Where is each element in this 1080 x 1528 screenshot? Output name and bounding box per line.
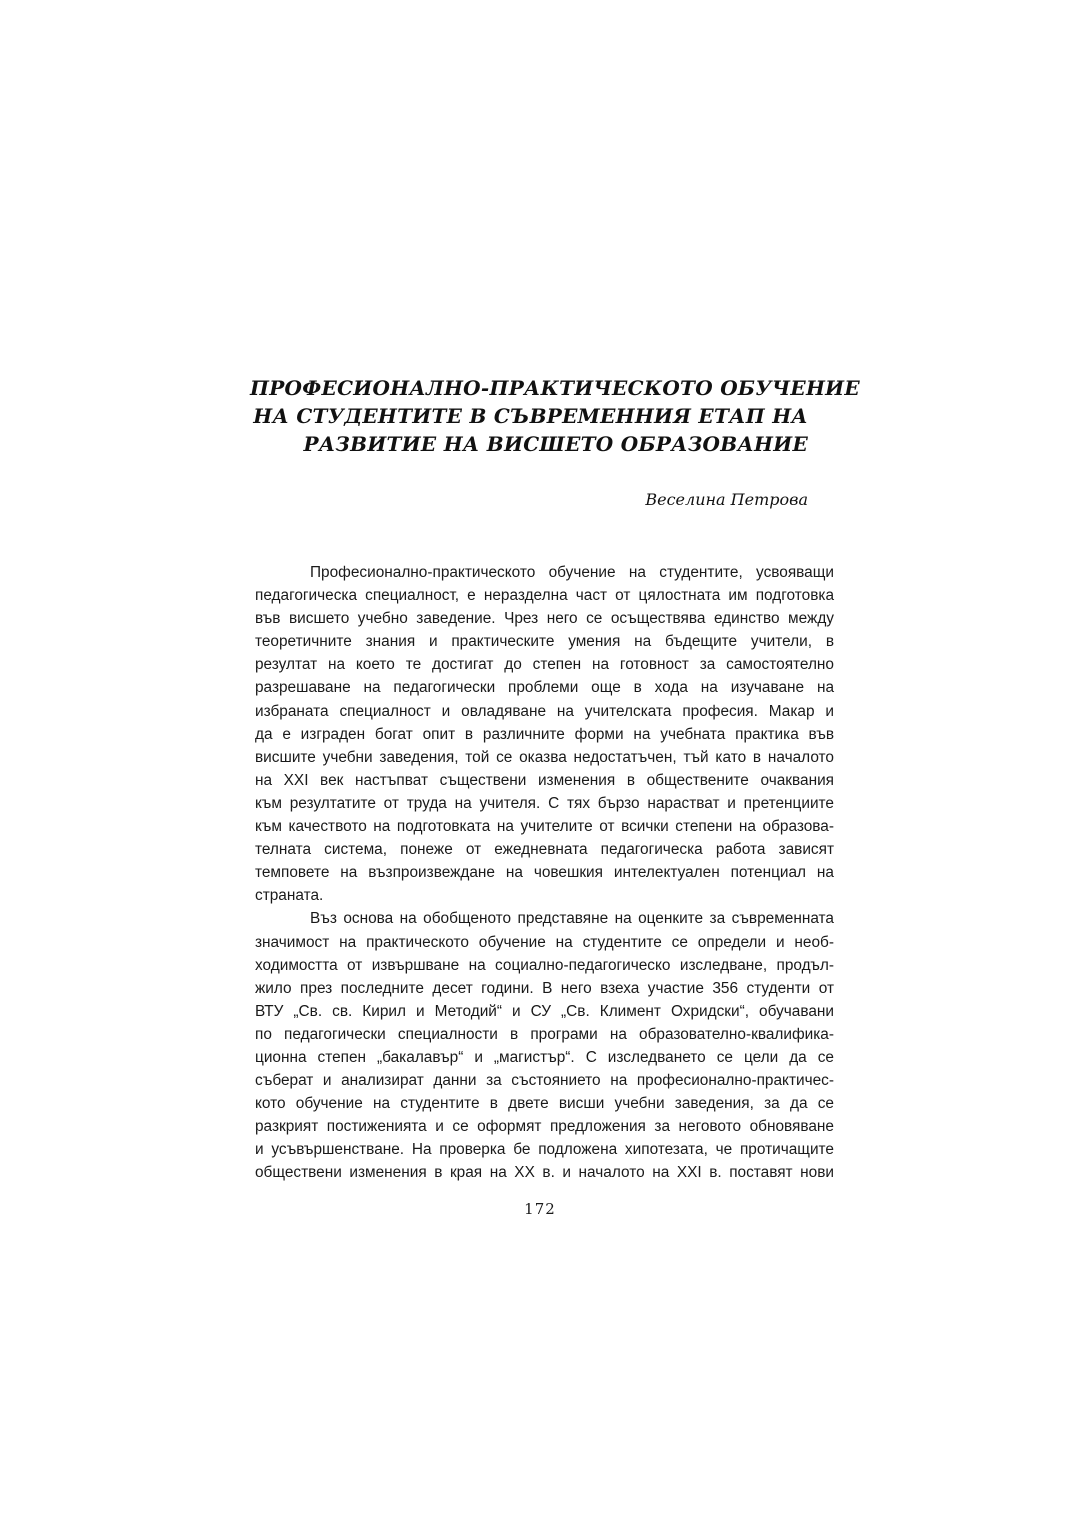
text-line: ВТУ „Св. св. Кирил и Методий“ и СУ „Св. Климент Охридски“, обучавани — [255, 1002, 834, 1020]
article-title — [250, 374, 860, 458]
text-line: към качеството на подготовката на учителите от всички степени на образова- — [255, 818, 834, 836]
author-name: Веселина Петрова — [645, 490, 808, 509]
text-line: във висшето учебно заведение. Чрез него се осъществява единство между — [255, 610, 834, 628]
text-line: резултат на което те достигат до степен на готовност за самостоятелно — [255, 656, 834, 674]
paragraph-2 — [255, 907, 834, 1184]
text-line: към резултатите от труда на учителя. С тях бързо нарастват и претенциите — [255, 794, 834, 812]
text-line: телната система, понеже от ежедневната педагогическа работа зависят — [255, 841, 834, 859]
text-line: Професионално-практическото обучение на студентите, усвояващи — [310, 564, 834, 581]
page-number: 172 — [524, 1200, 556, 1218]
text-line: ходимостта от извършване на социално-педагогическо изследване, продъл- — [255, 956, 834, 974]
text-line: Въз основа на обобщеното представяне на оценките за съвременната — [310, 910, 834, 928]
text-line: съберат и анализират данни за състоянието на професионално-практичес- — [255, 1072, 834, 1090]
text-line: и усъвършенстване. На проверка бе подложена хипотезата, че протичащите — [255, 1141, 834, 1159]
title-line-1: ПРОФЕСИОНАЛНО-ПРАКТИЧЕСКОТО ОБУЧЕНИЕ — [250, 376, 860, 400]
text-line: темповете на възпроизвеждане на човешкия интелектуален потенциал на — [255, 864, 834, 882]
title-line-2: НА СТУДЕНТИТЕ В СЪВРЕМЕННИЯ ЕТАП НА — [253, 404, 808, 428]
paragraph-1 — [255, 561, 834, 907]
text-line: да е изграден богат опит в различните форми на учебната практика във — [255, 725, 834, 743]
text-line: ционна степен „бакалавър“ и „магистър“. С изследването се цели да се — [255, 1048, 834, 1066]
text-line: теоретичните знания и практическите умения на бъдещите учители, в — [255, 633, 834, 651]
text-line: значимост на практическото обучение на студентите се определи и необ- — [255, 933, 834, 951]
text-line: кото обучение на студентите в двете висши учебни заведения, за да се — [255, 1095, 834, 1113]
article-body — [255, 561, 834, 1185]
text-line: обществени изменения в края на XX в. и началото на XXI в. поставят нови — [255, 1164, 834, 1182]
text-line: страната. — [255, 887, 324, 905]
text-line: жило през последните десет години. В него взеха участие 356 студенти от — [255, 979, 834, 997]
text-line: педагогическа специалност, е неразделна част от цялостната им подготовка — [255, 587, 834, 605]
text-line: на XXI век настъпват съществени изменения в обществените очаквания — [255, 771, 834, 789]
text-line: разкрият постиженията и се оформят предложения за неговото обновяване — [255, 1118, 834, 1136]
text-line: разрешаване на педагогически проблеми още в хода на изучаване на — [255, 679, 834, 697]
text-line: висшите учебни заведения, той се оказва недостатъчен, тъй като в началото — [255, 748, 834, 766]
text-line: избраната специалност и овладяване на учителската професия. Макар и — [255, 702, 834, 720]
title-line-3: РАЗВИТИЕ НА ВИСШЕТО ОБРАЗОВАНИЕ — [303, 432, 808, 456]
text-line: по педагогически специалности в програми на образователно-квалифика- — [255, 1025, 834, 1043]
